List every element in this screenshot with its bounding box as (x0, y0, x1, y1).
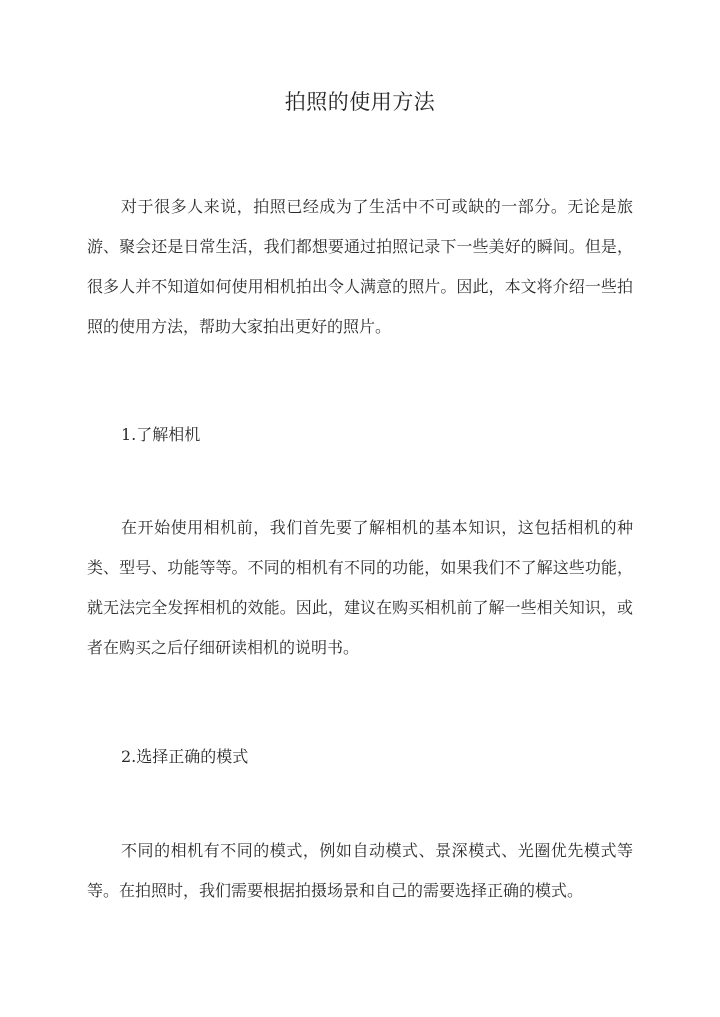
document-title: 拍照的使用方法 (284, 90, 436, 114)
section-heading-understand-camera: 1.了解相机 (121, 425, 201, 444)
section-paragraph-choose-mode: 不同的相机有不同的模式，例如自动模式、景深模式、光圈优先模式等等。在拍照时，我们需要根据拍摄场景和自己的需要选择正确的模式。 (87, 841, 633, 900)
section-heading-choose-mode: 2.选择正确的模式 (121, 747, 249, 766)
intro-paragraph: 对于很多人来说，拍照已经成为了生活中不可或缺的一部分。无论是旅游、聚会还是日常生活，我们都想要通过拍照记录下一些美好的瞬间。但是，很多人并不知道如何使用相机拍出令人满意的照片。因此，本文将介绍一些拍照的使用方法，帮助大家拍出更好的照片。 (87, 197, 633, 336)
section-paragraph-understand-camera: 在开始使用相机前，我们首先要了解相机的基本知识，这包括相机的种类、型号、功能等等。不同的相机有不同的功能，如果我们不了解这些功能，就无法完全发挥相机的效能。因此，建议在购买相机前了解一些相关知识，或者在购买之后仔细研读相机的说明书。 (87, 518, 633, 657)
